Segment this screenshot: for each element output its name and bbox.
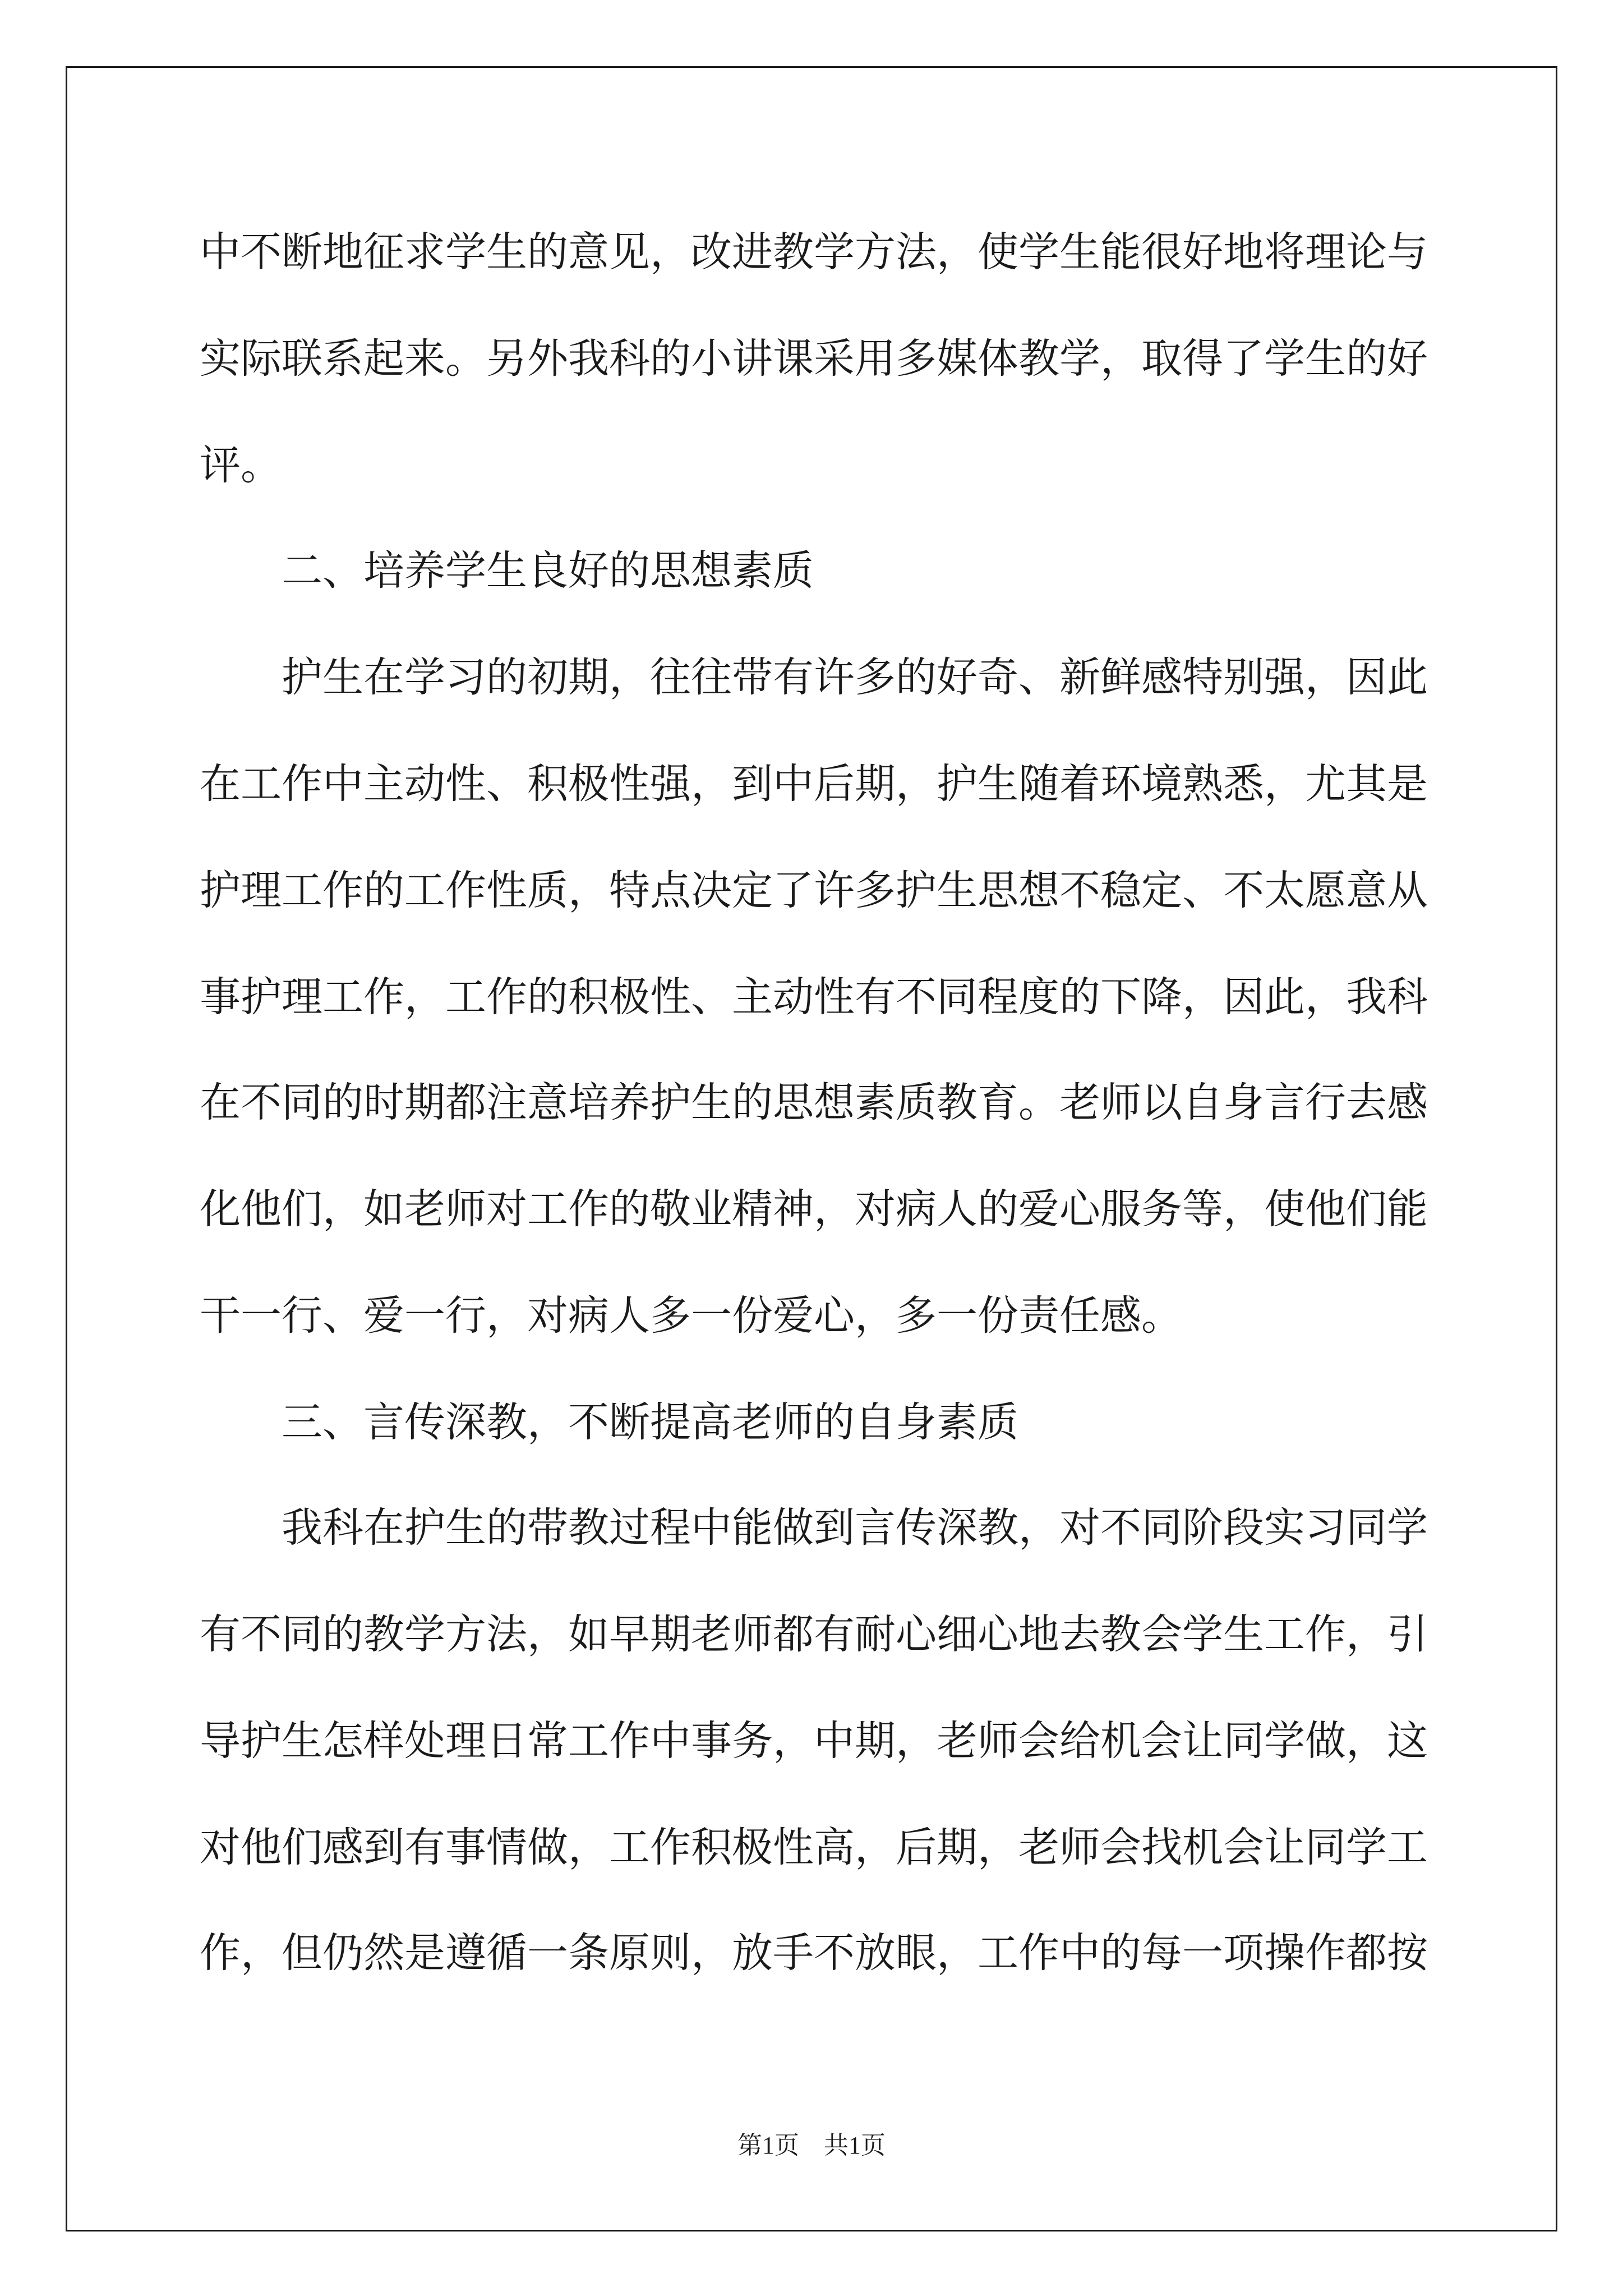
text-line: 实际联系起来。另外我科的小讲课采用多媒体教学，取得了学生的好 <box>200 335 1428 383</box>
page-border <box>66 66 1557 2231</box>
text-line: 干一行、爱一行，对病人多一份爱心，多一份责任感。 <box>200 1292 1182 1340</box>
text-line: 评。 <box>200 441 282 489</box>
text-line: 中不断地征求学生的意见，改进教学方法，使学生能很好地将理论与 <box>200 228 1428 276</box>
text-line: 化他们，如老师对工作的敬业精神，对病人的爱心服务等，使他们能 <box>200 1185 1428 1233</box>
text-line: 护理工作的工作性质，特点决定了许多护生思想不稳定、不太愿意从 <box>200 867 1428 914</box>
section-heading: 二、培养学生良好的思想素质 <box>200 547 814 595</box>
text-line: 对他们感到有事情做，工作积极性高，后期，老师会找机会让同学工 <box>200 1824 1428 1871</box>
text-line: 我科在护生的带教过程中能做到言传深教，对不同阶段实习同学 <box>200 1504 1428 1552</box>
text-line: 作，但仍然是遵循一条原则，放手不放眼，工作中的每一项操作都按 <box>200 1929 1428 1977</box>
text-line: 在不同的时期都注意培养护生的思想素质教育。老师以自身言行去感 <box>200 1079 1428 1126</box>
text-line: 有不同的教学方法，如早期老师都有耐心细心地去教会学生工作，引 <box>200 1611 1428 1658</box>
section-heading: 三、言传深教，不断提高老师的自身素质 <box>200 1398 1018 1446</box>
text-line: 在工作中主动性、积极性强，到中后期，护生随着环境熟悉，尤其是 <box>200 760 1428 808</box>
page-footer: 第1页 共1页 <box>737 2132 886 2159</box>
text-line: 护生在学习的初期，往往带有许多的好奇、新鲜感特别强，因此 <box>200 654 1428 701</box>
text-line: 事护理工作，工作的积极性、主动性有不同程度的下降，因此，我科 <box>200 973 1428 1021</box>
text-line: 导护生怎样处理日常工作中事务，中期，老师会给机会让同学做，这 <box>200 1717 1428 1765</box>
